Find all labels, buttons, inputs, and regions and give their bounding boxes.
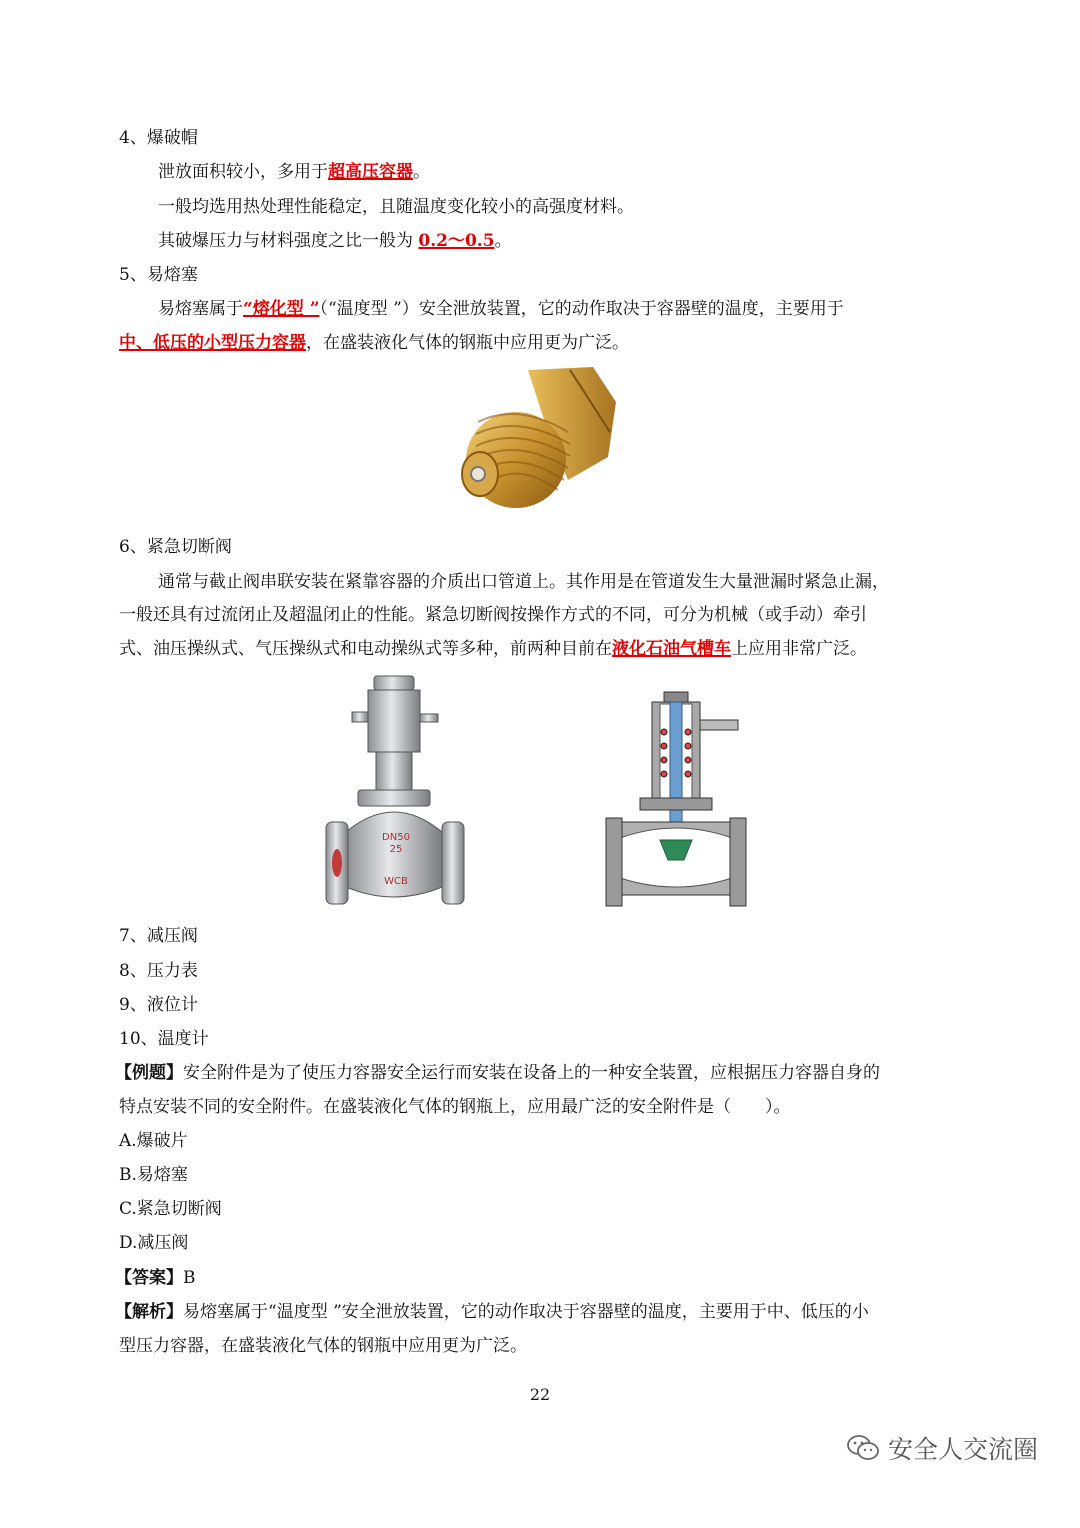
section-5-para-1: 易熔塞属于“熔化型 ”（“温度型 ”）安全泄放装置，它的动作取决于容器壁的温度，主要用于 — [158, 299, 844, 319]
option-c: C.紧急切断阀 — [119, 1199, 222, 1219]
page-number: 22 — [529, 1385, 551, 1404]
item-10: 10、温度计 — [119, 1029, 209, 1049]
example-question-line-2: 特点安装不同的安全附件。在盛装液化气体的钢瓶上，应用最广泛的安全附件是（ ）。 — [119, 1097, 791, 1117]
section-5-para-2: 中、低压的小型压力容器，在盛装液化气体的钢瓶中应用更为广泛。 — [119, 333, 629, 353]
example-question-line-1: 【例题】安全附件是为了使压力容器安全运行而安装在设备上的一种安全装置，应根据压力容器自身的 — [115, 1063, 880, 1083]
valve-marking-pn: 25 — [389, 844, 403, 855]
answer-line: 【答案】B — [115, 1268, 196, 1288]
item-7: 7、减压阀 — [119, 926, 198, 946]
section-6-heading: 6、紧急切断阀 — [119, 537, 232, 557]
section-4-para-3: 其破爆压力与材料强度之比一般为 0.2～0.5。 — [158, 231, 512, 251]
section-4-heading: 4、爆破帽 — [119, 128, 198, 148]
section-6-para-2: 一般还具有过流闭止及超温闭止的性能。紧急切断阀按操作方式的不同，可分为机械（或手动）牵引 — [119, 605, 867, 625]
item-9: 9、液位计 — [119, 995, 198, 1015]
option-a: A.爆破片 — [119, 1131, 188, 1151]
section-5-heading: 5、易熔塞 — [119, 265, 198, 285]
wechat-icon — [846, 1433, 880, 1463]
analysis-line-1: 【解析】易熔塞属于“温度型 ”安全泄放装置，它的动作取决于容器壁的温度，主要用于中、低压的小 — [115, 1302, 869, 1322]
valve-marking-material: WCB — [384, 876, 408, 887]
section-4-para-1: 泄放面积较小，多用于超高压容器。 — [158, 162, 430, 182]
section-6-para-3: 式、油压操纵式、气压操纵式和电动操纵式等多种，前两种目前在液化石油气槽车上应用非常广泛。 — [119, 639, 867, 659]
valve-cross-section-image — [604, 690, 749, 912]
emergency-shutoff-valve-image — [322, 672, 468, 910]
option-b: B.易熔塞 — [119, 1165, 188, 1185]
option-d: D.减压阀 — [119, 1233, 189, 1253]
item-8: 8、压力表 — [119, 961, 198, 981]
analysis-line-2: 型压力容器，在盛装液化气体的钢瓶中应用更为广泛。 — [119, 1336, 527, 1356]
section-6-para-1: 通常与截止阀串联安装在紧靠容器的介质出口管道上。其作用是在管道发生大量泄漏时紧急止漏， — [158, 572, 889, 592]
section-4-para-2: 一般均选用热处理性能稳定，且随温度变化较小的高强度材料。 — [158, 197, 634, 217]
watermark-text: 安全人交流圈 — [888, 1435, 1039, 1464]
watermark — [846, 1430, 1038, 1466]
fusible-plug-image — [458, 362, 618, 518]
valve-marking-dn: DN50 — [382, 832, 410, 843]
